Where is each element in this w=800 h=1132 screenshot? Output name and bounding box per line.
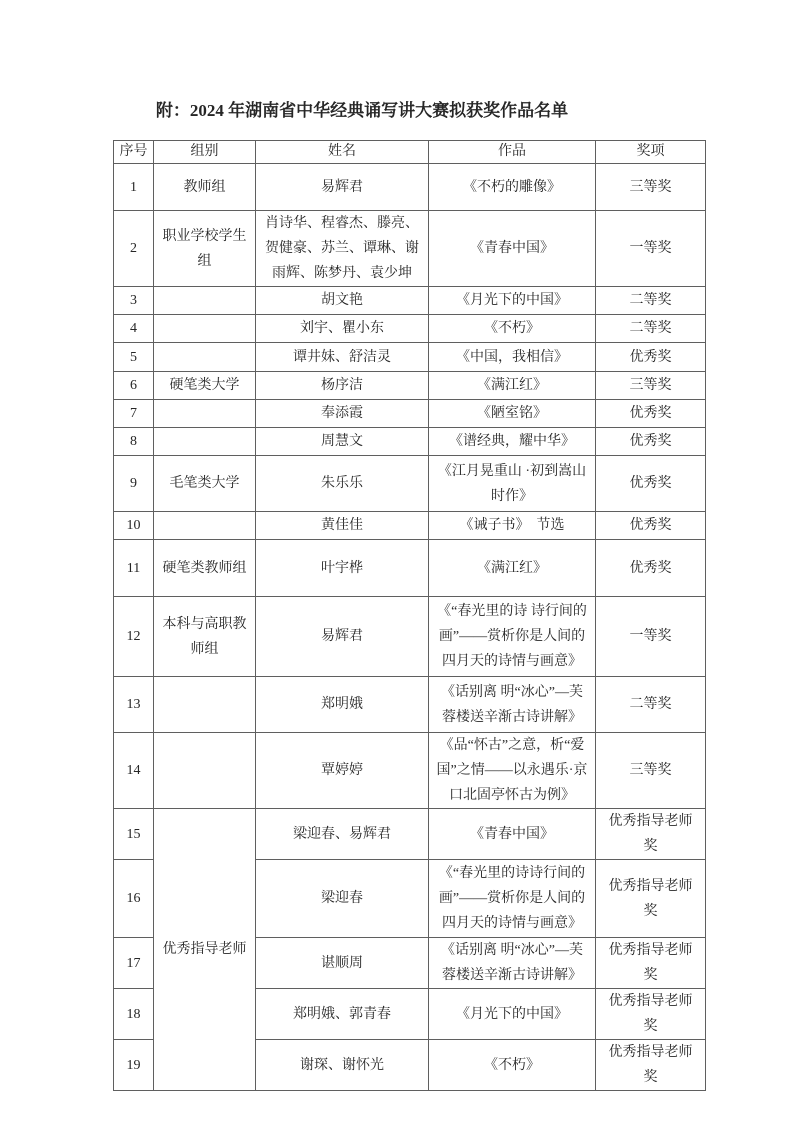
cell-work: 《话别离 明“冰心”—芙蓉楼送辛渐古诗讲解》	[429, 677, 596, 733]
table-row	[114, 164, 706, 211]
cell-names: 朱乐乐	[256, 456, 429, 512]
table-row	[114, 540, 706, 597]
cell-award: 三等奖	[596, 733, 706, 809]
cell-award: 优秀奖	[596, 456, 706, 512]
cell-group	[154, 733, 256, 809]
table-row	[114, 287, 706, 315]
cell-group	[154, 343, 256, 372]
cell-group-merged: 优秀指导老师	[154, 809, 256, 1091]
cell-work: 《“春光里的诗诗行间的画”——赏析你是人间的四月天的诗情与画意》	[429, 860, 596, 938]
table-row	[114, 428, 706, 456]
cell-award: 二等奖	[596, 677, 706, 733]
cell-names: 梁迎春	[256, 860, 429, 938]
cell-award: 优秀奖	[596, 400, 706, 428]
cell-no: 1	[114, 164, 154, 211]
table-row	[114, 372, 706, 400]
cell-award: 二等奖	[596, 287, 706, 315]
cell-group	[154, 428, 256, 456]
cell-names: 黄佳佳	[256, 512, 429, 540]
cell-no: 16	[114, 860, 154, 938]
cell-group: 教师组	[154, 164, 256, 211]
table-row	[114, 315, 706, 343]
cell-no: 5	[114, 343, 154, 372]
cell-no: 17	[114, 938, 154, 989]
cell-group	[154, 677, 256, 733]
cell-work: 《品“怀古”之意，析“爱国”之情——以永遇乐·京口北固亭怀古为例》	[429, 733, 596, 809]
table-row	[114, 677, 706, 733]
cell-award: 优秀指导老师奖	[596, 809, 706, 860]
cell-award: 优秀奖	[596, 512, 706, 540]
cell-group: 本科与高职教师组	[154, 597, 256, 677]
cell-names: 胡文艳	[256, 287, 429, 315]
cell-names: 易辉君	[256, 164, 429, 211]
cell-award: 一等奖	[596, 597, 706, 677]
cell-award: 优秀奖	[596, 428, 706, 456]
cell-no: 18	[114, 989, 154, 1040]
cell-award: 优秀奖	[596, 343, 706, 372]
cell-names: 谢琛、谢怀光	[256, 1040, 429, 1091]
cell-work: 《不朽》	[429, 315, 596, 343]
cell-names: 奉添霞	[256, 400, 429, 428]
table-row	[114, 512, 706, 540]
cell-work: 《青春中国》	[429, 809, 596, 860]
cell-no: 11	[114, 540, 154, 597]
cell-award: 优秀奖	[596, 540, 706, 597]
cell-names: 周慧文	[256, 428, 429, 456]
cell-award: 优秀指导老师奖	[596, 989, 706, 1040]
col-header-group: 组别	[154, 141, 256, 164]
cell-award: 优秀指导老师奖	[596, 938, 706, 989]
cell-award: 三等奖	[596, 372, 706, 400]
cell-work: 《中国，我相信》	[429, 343, 596, 372]
cell-no: 12	[114, 597, 154, 677]
col-header-award: 奖项	[596, 141, 706, 164]
cell-names: 易辉君	[256, 597, 429, 677]
cell-group: 职业学校学生组	[154, 211, 256, 287]
cell-no: 3	[114, 287, 154, 315]
cell-work: 《诫子书》 节选	[429, 512, 596, 540]
cell-award: 优秀指导老师奖	[596, 860, 706, 938]
cell-award: 二等奖	[596, 315, 706, 343]
cell-award: 一等奖	[596, 211, 706, 287]
cell-names: 梁迎春、易辉君	[256, 809, 429, 860]
cell-names: 郑明娥、郭青春	[256, 989, 429, 1040]
cell-no: 6	[114, 372, 154, 400]
cell-work: 《话别离 明“冰心”—芙蓉楼送辛渐古诗讲解》	[429, 938, 596, 989]
awards-table	[113, 140, 706, 1091]
table-row	[114, 456, 706, 512]
cell-work: 《“春光里的诗 诗行间的画”——赏析你是人间的四月天的诗情与画意》	[429, 597, 596, 677]
cell-no: 4	[114, 315, 154, 343]
cell-no: 14	[114, 733, 154, 809]
cell-work: 《江月晃重山 ·初到嵩山时作》	[429, 456, 596, 512]
cell-no: 2	[114, 211, 154, 287]
cell-no: 19	[114, 1040, 154, 1091]
cell-names: 谭井妹、舒洁灵	[256, 343, 429, 372]
cell-no: 13	[114, 677, 154, 733]
cell-no: 10	[114, 512, 154, 540]
cell-group: 硬笔类教师组	[154, 540, 256, 597]
cell-names: 刘宇、瞿小东	[256, 315, 429, 343]
col-header-no: 序号	[114, 141, 154, 164]
cell-work: 《月光下的中国》	[429, 287, 596, 315]
cell-no: 8	[114, 428, 154, 456]
cell-no: 15	[114, 809, 154, 860]
cell-work: 《满江红》	[429, 540, 596, 597]
cell-work: 《月光下的中国》	[429, 989, 596, 1040]
cell-names: 覃婷婷	[256, 733, 429, 809]
cell-no: 9	[114, 456, 154, 512]
table-row	[114, 809, 706, 860]
page-title: 附：2024 年湖南省中华经典诵写讲大赛拟获奖作品名单	[155, 101, 569, 120]
cell-work: 《不朽的雕像》	[429, 164, 596, 211]
table-row	[114, 211, 706, 287]
cell-group	[154, 287, 256, 315]
cell-names: 叶宇桦	[256, 540, 429, 597]
cell-award: 优秀指导老师奖	[596, 1040, 706, 1091]
cell-work: 《满江红》	[429, 372, 596, 400]
cell-work: 《陋室铭》	[429, 400, 596, 428]
cell-group: 硬笔类大学	[154, 372, 256, 400]
col-header-work: 作品	[429, 141, 596, 164]
table-row	[114, 597, 706, 677]
cell-names: 谌顺周	[256, 938, 429, 989]
cell-names: 杨序洁	[256, 372, 429, 400]
cell-names: 肖诗华、程睿杰、滕亮、贺健豪、苏兰、谭琳、谢雨辉、陈梦丹、袁少坤	[256, 211, 429, 287]
cell-work: 《不朽》	[429, 1040, 596, 1091]
cell-award: 三等奖	[596, 164, 706, 211]
cell-work: 《青春中国》	[429, 211, 596, 287]
cell-work: 《谱经典，耀中华》	[429, 428, 596, 456]
cell-group	[154, 512, 256, 540]
table-row	[114, 343, 706, 372]
header-row	[114, 141, 706, 164]
cell-group	[154, 315, 256, 343]
cell-no: 7	[114, 400, 154, 428]
cell-group: 毛笔类大学	[154, 456, 256, 512]
table-row	[114, 733, 706, 809]
cell-group	[154, 400, 256, 428]
col-header-names: 姓名	[256, 141, 429, 164]
table-row	[114, 400, 706, 428]
cell-names: 郑明娥	[256, 677, 429, 733]
